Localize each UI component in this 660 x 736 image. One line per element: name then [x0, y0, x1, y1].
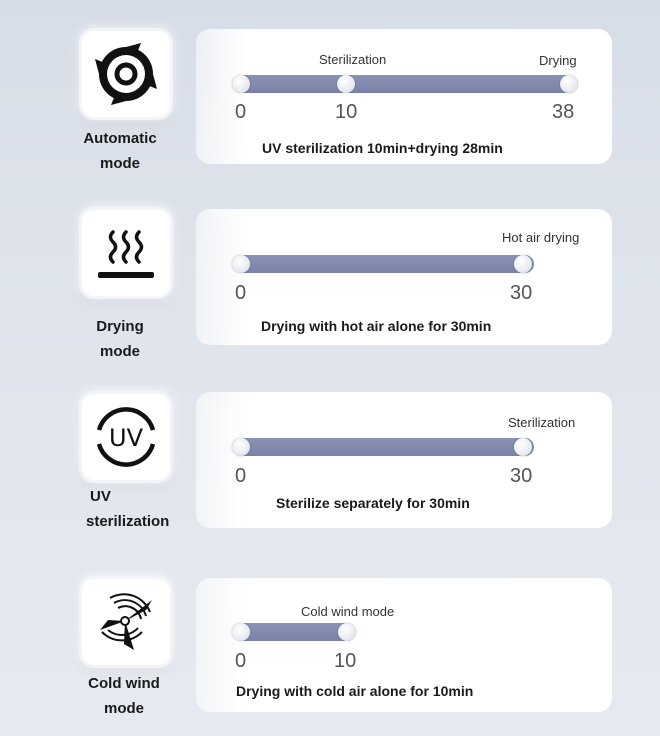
mode-card-uv-sterilization: [196, 392, 612, 528]
timeline-knob-start[interactable]: [232, 438, 250, 456]
uv-icon: [89, 400, 163, 474]
heat-waves-icon: [91, 218, 161, 288]
tick-label: 0: [235, 282, 247, 304]
tick-label: 30: [510, 465, 533, 487]
uv-icon-text: UV: [109, 424, 143, 452]
timeline-knob-start[interactable]: [232, 623, 250, 641]
mode-card-automatic: [196, 29, 612, 164]
timeline-knob-end[interactable]: [560, 75, 578, 93]
tick-label: 0: [235, 650, 247, 672]
timeline-track: [232, 438, 534, 456]
tick-label: 0: [235, 101, 247, 123]
mode-card-drying: [196, 209, 612, 345]
tick-label: 0: [235, 465, 247, 487]
mode-label-line2: mode: [103, 700, 144, 717]
timeline-knob-start[interactable]: [232, 75, 250, 93]
timeline-knob-middle[interactable]: [337, 75, 355, 93]
tick-label: 30: [510, 282, 533, 304]
mode-label-drying: [76, 314, 164, 364]
mode-label-line2: sterilization: [86, 513, 170, 530]
segment-label-hot-air-drying: Hot air drying: [502, 230, 580, 245]
segment-label-drying: Drying: [539, 53, 577, 68]
fan-icon: [90, 586, 162, 658]
mode-label-automatic: [76, 126, 164, 176]
tick-label: 10: [334, 650, 357, 672]
mode-label-cold-wind: [78, 671, 170, 721]
tick-label: 10: [335, 101, 358, 123]
automatic-mode-button[interactable]: [82, 31, 170, 117]
drying-mode-button[interactable]: [82, 210, 170, 296]
mode-label-line2: mode: [99, 343, 140, 360]
timeline-track: [232, 255, 534, 273]
mode-description: Drying with hot air alone for 30min: [261, 318, 492, 334]
mode-label-uv-sterilization: [86, 484, 186, 534]
mode-description: Drying with cold air alone for 10min: [236, 683, 474, 699]
mode-label-line1: Drying: [96, 318, 144, 335]
mode-card-cold-wind: [196, 578, 612, 712]
timeline-knob-end[interactable]: [514, 255, 532, 273]
timeline-track: [232, 75, 578, 93]
mode-description: Sterilize separately for 30min: [276, 495, 470, 511]
mode-label-line2: mode: [99, 155, 140, 172]
mode-label-line1: UV: [90, 488, 111, 505]
tick-label: 38: [552, 101, 575, 123]
cold-wind-mode-button[interactable]: [82, 579, 170, 665]
uv-sterilization-mode-button[interactable]: [82, 394, 170, 480]
timeline-knob-end[interactable]: [514, 438, 532, 456]
segment-label-sterilization: Sterilization: [319, 52, 387, 67]
mode-description: UV sterilization 10min+drying 28min: [262, 140, 503, 156]
segment-label-cold-wind-mode: Cold wind mode: [301, 604, 395, 619]
mode-label-line1: Automatic: [83, 130, 157, 147]
cyclone-icon: [91, 39, 161, 109]
timeline-knob-start[interactable]: [232, 255, 250, 273]
segment-label-sterilization: Sterilization: [508, 415, 576, 430]
mode-label-line1: Cold wind: [88, 675, 160, 692]
timeline-knob-end[interactable]: [338, 623, 356, 641]
